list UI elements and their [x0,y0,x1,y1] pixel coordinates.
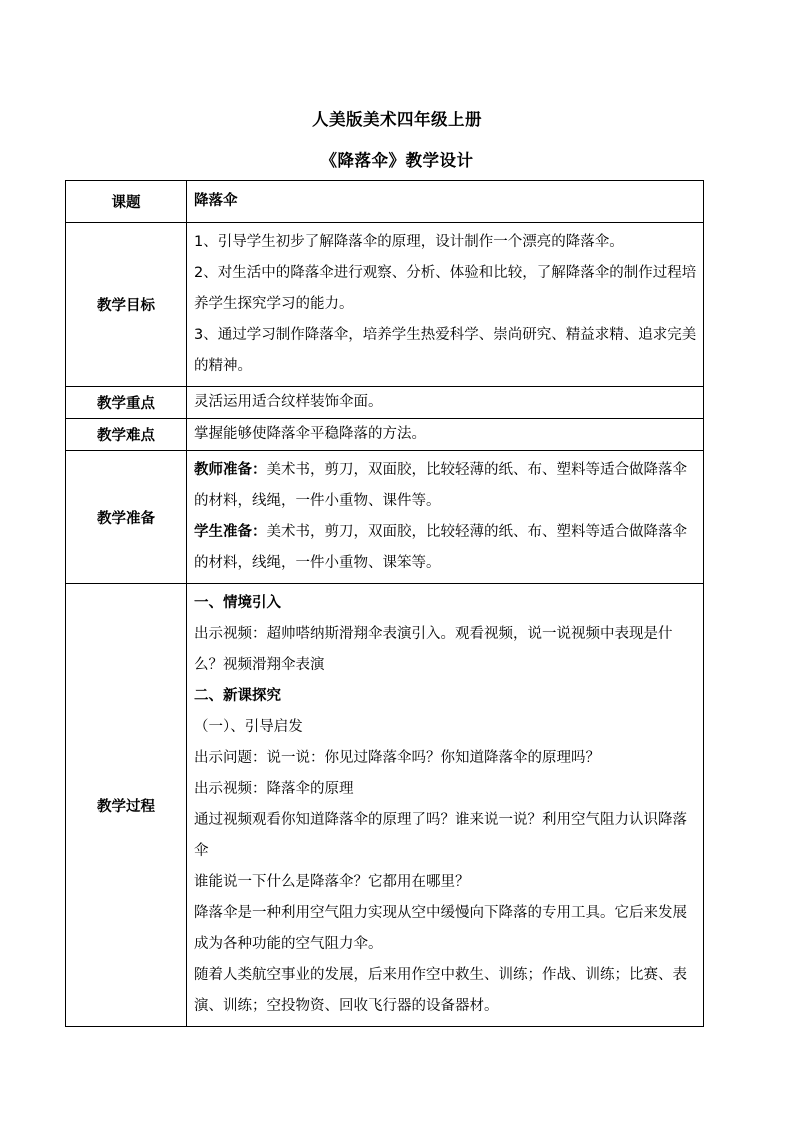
section-heading: 一、情境引入 [194,595,281,611]
difficulties-label: 教学难点 [66,419,187,451]
goal-item: 3、通过学习制作降落伞，培养学生热爱科学、崇尚研究、精益求精、追求完美的精神。 [194,327,697,374]
lesson-plan-table [65,180,704,1027]
process-paragraph: 降落伞是一种利用空气阻力实现从空中缓慢向下降落的专用工具。它后来发展成为各种功能的空气阻力伞。 [194,905,687,952]
key-points-value: 灵活运用适合纹样装饰伞面。 [187,387,704,419]
table-row-difficulties [66,419,704,451]
process-paragraph: 谁能说一下什么是降落伞？它都用在哪里？ [194,874,470,890]
key-points-label: 教学重点 [66,387,187,419]
topic-value: 降落伞 [187,181,704,223]
student-preparation-label: 学生准备： [194,524,267,540]
table-row-goals [66,223,704,387]
goal-item: 2、对生活中的降落伞进行观察、分析、体验和比较，了解降落伞的制作过程培养学生探究学习的能力。 [194,265,697,312]
goals-content [187,223,704,387]
student-preparation [194,517,697,579]
section-heading: 二、新课探究 [194,688,281,704]
process-paragraph: 通过视频观看你知道降落伞的原理了吗？谁来说一说？利用空气阻力认识降落伞 [194,812,687,859]
table-row-process [66,584,704,1027]
document-title: 人美版美术四年级上册 [312,110,482,129]
difficulties-value: 掌握能够使降落伞平稳降落的方法。 [187,419,704,451]
table-row-topic [66,181,704,223]
goal-item: 1、引导学生初步了解降落伞的原理，设计制作一个漂亮的降落伞。 [194,234,624,250]
process-paragraph: 出示视频：超帅嗒纳斯滑翔伞表演引入。观看视频，说一说视频中表现是什么？视频滑翔伞表演 [194,626,673,673]
process-label: 教学过程 [66,584,187,1027]
student-preparation-text: 美术书，剪刀，双面胶，比较轻薄的纸、布、塑料等适合做降落伞的材料，线绳，一件小重物、课笨等。 [194,524,687,571]
table-row-key-points [66,387,704,419]
subsection-heading: （一）、引导启发 [194,719,303,735]
teacher-preparation [194,455,697,517]
process-paragraph: 出示问题：说一说：你见过降落伞吗？你知道降落伞的原理吗？ [194,750,600,766]
topic-label: 课题 [66,181,187,223]
teacher-preparation-text: 美术书，剪刀，双面胶，比较轻薄的纸、布、塑料等适合做降落伞的材料，线绳，一件小重物、课件等。 [194,462,687,509]
preparation-content [187,451,704,584]
lesson-title: 《降落伞》教学设计 [320,151,474,170]
process-paragraph: 随着人类航空事业的发展，后来用作空中救生、训练；作战、训练；比赛、表演、训练；空投物资、回收飞行器的设备器材。 [194,967,687,1014]
preparation-label: 教学准备 [66,451,187,584]
goals-label: 教学目标 [66,223,187,387]
process-content [187,584,704,1027]
process-paragraph: 出示视频：降落伞的原理 [194,781,354,797]
teacher-preparation-label: 教师准备： [194,462,267,478]
table-row-preparation [66,451,704,584]
